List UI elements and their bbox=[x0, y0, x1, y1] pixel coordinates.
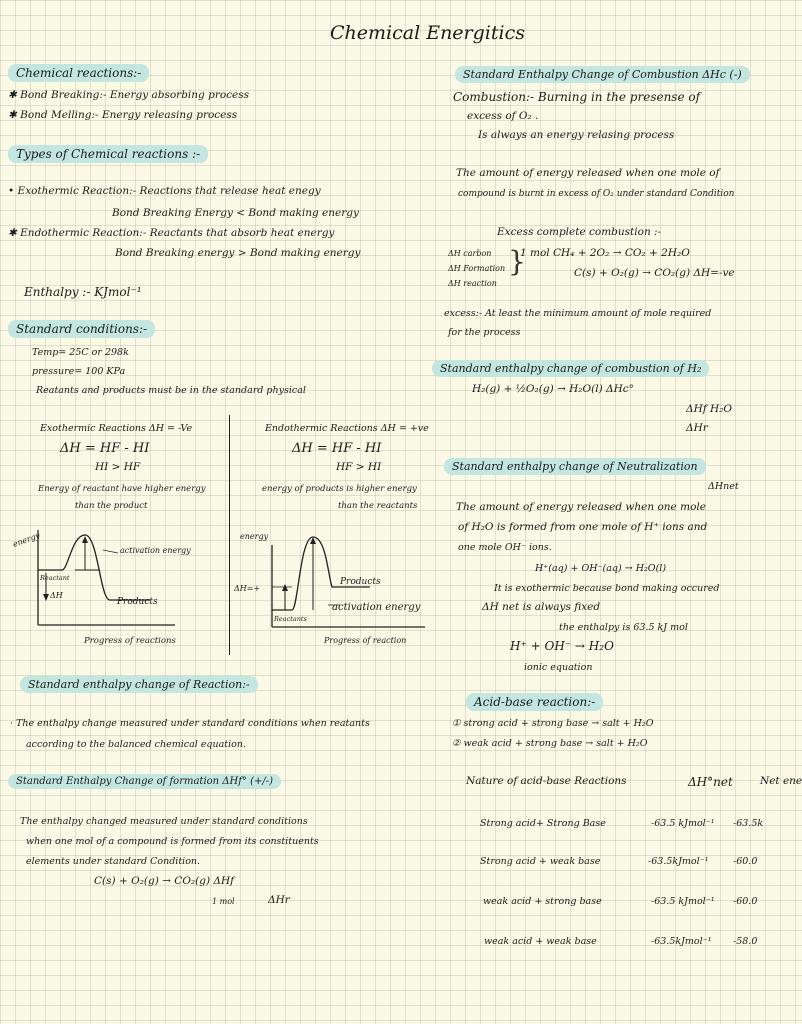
formation-heading: Standard Enthalpy Change of formation ΔHf° (+/-) bbox=[8, 774, 281, 789]
exo-activation-pointer bbox=[103, 550, 118, 553]
h2-heading: Standard enthalpy change of combustion of H₂ bbox=[432, 360, 709, 377]
temp-text: Temp= 25C or 298k bbox=[32, 347, 129, 358]
endo-products-label: Products bbox=[340, 577, 381, 587]
page-title: Chemical Energitics bbox=[330, 22, 525, 44]
exo-activation-label: activation energy bbox=[120, 546, 191, 555]
standard-conditions-heading: Standard conditions:- bbox=[8, 320, 155, 338]
table-row-4-dh: -63.5kJmol⁻¹ bbox=[651, 936, 712, 947]
acid-base-case-2: ② weak acid + strong base → salt + H₂O bbox=[452, 738, 648, 749]
endo-equation: ΔH = HF - HI bbox=[292, 441, 382, 456]
endothermic-relation: Bond Breaking energy > Bond making energy bbox=[115, 247, 361, 259]
brace-glyph: } bbox=[508, 245, 526, 278]
neutralization-definition-2: of H₂O is formed from one mole of H⁺ ions and bbox=[458, 521, 708, 533]
table-row-3-net: -60.0 bbox=[733, 896, 758, 907]
endo-note-2: than the reactants bbox=[338, 501, 418, 511]
pressure-text: pressure= 100 KPa bbox=[32, 366, 126, 377]
combustion-definition-1: Combustion:- Burning in the presense of bbox=[453, 90, 701, 104]
endo-x-label: Progress of reaction bbox=[324, 636, 407, 645]
formation-definition-2: when one mol of a compound is formed from its constituents bbox=[26, 836, 319, 847]
exo-x-label: Progress of reactions bbox=[84, 636, 176, 646]
table-row-2-nature: Strong acid + weak base bbox=[480, 856, 601, 867]
excess-definition-2: for the process bbox=[448, 327, 521, 338]
table-row-2-net: -60.0 bbox=[733, 856, 758, 867]
reaction-definition-1: · The enthalpy change measured under standard conditions when reatants bbox=[10, 718, 370, 729]
exothermic-energy-diagram bbox=[0, 525, 230, 650]
dh-formation: ΔH Formation bbox=[448, 264, 506, 273]
formation-dhr: ΔHr bbox=[268, 894, 290, 906]
h2-equation: H₂(g) + ½O₂(g) → H₂O(l) ΔHc° bbox=[472, 383, 634, 395]
carbon-equation: C(s) + O₂(g) → CO₂(g) ΔH=-ve bbox=[574, 267, 735, 279]
enthalpy-unit: Enthalpy :- KJmol⁻¹ bbox=[24, 285, 142, 299]
table-row-2-dh: -63.5kJmol⁻¹ bbox=[648, 856, 709, 867]
types-heading: Types of Chemical reactions :- bbox=[8, 145, 208, 163]
methane-equation: 1 mol CH₄ + 2O₂ → CO₂ + 2H₂O bbox=[520, 247, 690, 259]
exo-heading: Exothermic Reactions ΔH = -Ve bbox=[40, 423, 193, 434]
combustion-amount-2: compound is burnt in excess of O₂ under standard Condition bbox=[458, 189, 735, 199]
table-row-3-dh: -63.5 kJmol⁻¹ bbox=[651, 896, 715, 907]
endo-compare: HF > HI bbox=[336, 461, 382, 473]
table-row-1-net: -63.5k bbox=[733, 818, 764, 829]
exo-dh-arrowhead bbox=[43, 594, 49, 601]
table-header-nature: Nature of acid-base Reactions bbox=[466, 775, 627, 787]
table-row-3-nature: weak acid + strong base bbox=[483, 896, 602, 907]
exo-compare: HI > HF bbox=[95, 461, 141, 473]
table-row-4-net: -58.0 bbox=[733, 936, 758, 947]
neutralization-equation-2: H⁺ + OH⁻ → H₂O bbox=[510, 639, 614, 653]
endothermic-energy-diagram bbox=[230, 525, 450, 650]
reactants-state-text: Reatants and products must be in the standard physical bbox=[36, 385, 306, 396]
endo-dh-arrowhead bbox=[282, 584, 288, 591]
exo-equation: ΔH = HF - HI bbox=[60, 441, 150, 456]
exo-arrowhead bbox=[82, 536, 88, 543]
formation-definition-1: The enthalpy changed measured under standard conditions bbox=[20, 816, 308, 827]
formation-equation: C(s) + O₂(g) → CO₂(g) ΔHf bbox=[94, 875, 235, 887]
exothermic-definition: • Exothermic Reaction:- Reactions that release heat enegy bbox=[8, 185, 321, 197]
table-header-net: Net ene bbox=[760, 775, 802, 787]
h2-dhr: ΔHr bbox=[686, 422, 708, 434]
table-header-dh: ΔH°net bbox=[688, 775, 733, 789]
exo-note-2: than the product bbox=[75, 501, 148, 511]
neutralization-definition-1: The amount of energy released when one mole bbox=[456, 501, 706, 513]
exo-dh-label: ΔH bbox=[50, 591, 63, 600]
reaction-definition-2: according to the balanced chemical equation. bbox=[26, 739, 246, 750]
endothermic-definition: ✱ Endothermic Reaction:- Reactants that absorb heat energy bbox=[8, 227, 335, 239]
acid-base-heading: Acid-base reaction:- bbox=[466, 693, 603, 711]
reaction-heading: Standard enthalpy change of Reaction:- bbox=[20, 676, 258, 693]
bond-breaking-text: ✱ Bond Breaking:- Energy absorbing process bbox=[8, 89, 250, 101]
table-row-1-dh: -63.5 kJmol⁻¹ bbox=[651, 818, 715, 829]
exo-reactant-label: Reactant bbox=[40, 574, 70, 582]
neutralization-fixed: ΔH net is always fixed bbox=[482, 601, 601, 613]
neutralization-symbol: ΔHnet bbox=[708, 481, 739, 492]
table-row-1-nature: Strong acid+ Strong Base bbox=[480, 818, 606, 829]
neutralization-heading: Standard enthalpy change of Neutralization bbox=[444, 458, 706, 475]
exo-products-label: Products bbox=[117, 597, 158, 607]
neutralization-ionic-equation: H⁺(aq) + OH⁻(aq) → H₂O(l) bbox=[535, 563, 667, 574]
ionic-equation-label: ionic equation bbox=[524, 662, 593, 673]
combustion-heading: Standard Enthalpy Change of Combustion ΔHc (-) bbox=[455, 66, 750, 83]
neutralization-value: the enthalpy is 63.5 kJ mol bbox=[559, 622, 688, 633]
exo-note-1: Energy of reactant have higher energy bbox=[38, 484, 206, 494]
formation-mol: 1 mol bbox=[212, 897, 235, 906]
endo-dh-label: ΔH=+ bbox=[234, 584, 261, 593]
neutralization-definition-3: one mole OH⁻ ions. bbox=[458, 542, 552, 553]
combustion-definition-2: excess of O₂ . bbox=[467, 110, 539, 122]
endo-curve bbox=[272, 537, 370, 610]
table-row-4-nature: weak acid + weak base bbox=[484, 936, 597, 947]
neutralization-exothermic: It is exothermic because bond making occured bbox=[494, 583, 720, 594]
formation-definition-3: elements under standard Condition. bbox=[26, 856, 201, 867]
excess-definition-1: excess:- At least the minimum amount of mole required bbox=[444, 308, 712, 319]
exo-y-label: energy bbox=[11, 530, 42, 549]
chemical-reactions-heading: Chemical reactions:- bbox=[8, 64, 149, 82]
combustion-definition-3: Is always an energy relasing process bbox=[478, 129, 675, 141]
endo-activation-label: activation energy bbox=[332, 602, 421, 613]
excess-heading: Excess complete combustion :- bbox=[497, 226, 662, 238]
endo-note-1: energy of products is higher energy bbox=[262, 484, 417, 494]
acid-base-case-1: ① strong acid + strong base → salt + H₂O bbox=[452, 718, 654, 729]
dh-reaction: ΔH reaction bbox=[448, 279, 497, 288]
endo-y-label: energy bbox=[240, 532, 269, 541]
exothermic-relation: Bond Breaking Energy < Bond making energy bbox=[112, 207, 359, 219]
h2-dhf: ΔHf H₂O bbox=[686, 403, 732, 415]
endo-reactants-label: Reactants bbox=[274, 615, 307, 623]
combustion-amount-1: The amount of energy released when one mole of bbox=[456, 167, 720, 179]
endo-heading: Endothermic Reactions ΔH = +ve bbox=[265, 423, 429, 434]
dh-carbon: ΔH carbon bbox=[448, 249, 492, 258]
bond-melting-text: ✱ Bond Melling:- Energy releasing process bbox=[8, 109, 238, 121]
